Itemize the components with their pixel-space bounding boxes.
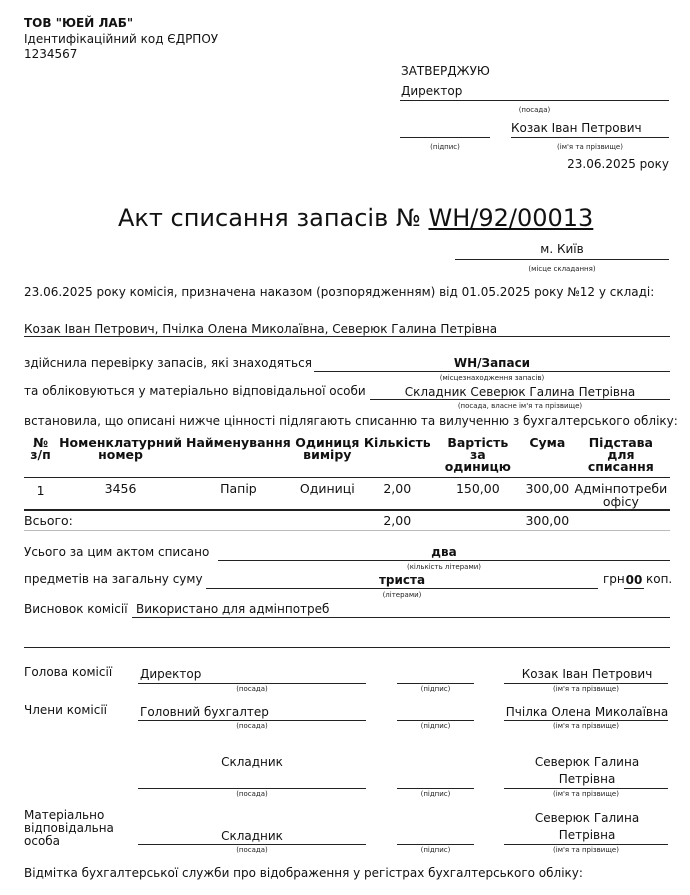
chair-name-line <box>504 683 668 684</box>
check-location: WH/Запаси <box>453 356 531 370</box>
member1-name-caption: (ім'я та прізвище) <box>553 722 619 730</box>
currency-label: грн <box>603 572 625 586</box>
chair-position: Директор <box>140 667 202 681</box>
conclusion-line-2 <box>24 647 670 648</box>
table-header-row <box>24 437 670 477</box>
items-table <box>24 437 670 531</box>
total-label: Всього: <box>24 512 73 528</box>
member2-position-line <box>138 788 366 789</box>
approval-name-caption: (ім'я та прізвище) <box>557 143 623 151</box>
member2-position: Складник <box>221 755 283 769</box>
company-code-label: Ідентифікаційний код ЄДРПОУ <box>24 32 219 46</box>
header-name: Найменування <box>186 435 291 450</box>
sum-caption: (літерами) <box>382 591 422 599</box>
approval-heading: ЗАТВЕРДЖУЮ <box>401 64 490 78</box>
mvo-name-line2: Петрівна <box>558 828 616 842</box>
chair-signature-caption: (підпис) <box>420 685 451 693</box>
company-code: 1234567 <box>24 47 78 61</box>
company-name: ТОВ "ЮЕЙ ЛАБ" <box>24 16 134 30</box>
member2-name-line <box>504 788 668 789</box>
header-qty: Кількість <box>363 435 431 450</box>
row-name: Папір <box>220 480 257 496</box>
kop-line <box>624 588 644 589</box>
commission-members-line <box>24 336 670 337</box>
mvo-label-line1: Матеріально <box>24 808 105 822</box>
mvo-position: Складник <box>221 829 283 843</box>
sum-line <box>206 588 598 589</box>
header-reason: Підстава для списання <box>587 435 654 474</box>
responsible-label: та обліковуються у матеріально відповідальної особи <box>24 384 366 398</box>
chair-position-line <box>138 683 366 684</box>
chair-position-caption: (посада) <box>236 685 268 693</box>
mvo-name-line1: Северюк Галина <box>534 811 640 825</box>
document-title <box>118 204 593 232</box>
mvo-label <box>24 809 114 848</box>
kop-value: 00 <box>625 573 643 587</box>
place-line <box>455 259 669 260</box>
chair-name: Козак Іван Петрович <box>521 667 653 681</box>
sum-label: предметів на загальну суму <box>24 572 203 586</box>
title-prefix: Акт списання запасів № <box>118 204 421 232</box>
member2-name-line1: Северюк Галина <box>534 755 640 769</box>
row-qty: 2,00 <box>383 480 412 496</box>
conclusion-value: Використано для адмінпотреб <box>136 602 330 616</box>
approval-position-line <box>400 100 669 101</box>
mvo-label-line3: особа <box>24 834 61 848</box>
check-label: здійснила перевірку запасів, які знаходяться <box>24 356 312 370</box>
conclusion-line <box>132 617 670 618</box>
row-sum: 300,00 <box>525 480 570 496</box>
total-qty: 2,00 <box>383 512 412 528</box>
member2-signature-line <box>397 788 474 789</box>
place-city: м. Київ <box>540 242 584 256</box>
member2-name-line2: Петрівна <box>558 772 616 786</box>
approval-name: Козак Іван Петрович <box>511 121 642 135</box>
responsible-value: Складник Северюк Галина Петрівна <box>404 385 636 399</box>
conclusion-label: Висновок комісії <box>24 602 128 616</box>
approval-signature-caption: (підпис) <box>430 143 460 151</box>
row-nomenclature: 3456 <box>104 480 137 496</box>
member1-signature-line <box>397 720 474 721</box>
header-unit: Одиниця виміру <box>295 435 360 462</box>
row-price: 150,00 <box>455 480 500 496</box>
header-num: № з/п <box>30 435 51 462</box>
member1-position-caption: (посада) <box>236 722 268 730</box>
approval-signature-line <box>400 137 490 138</box>
mvo-label-line2: відповідальна <box>24 821 114 835</box>
established-text: встановила, що описані нижче цінності підлягають списанню та вилученню з бухгалтерського обліку: <box>24 414 678 428</box>
header-sum: Сума <box>529 435 566 450</box>
header-price: Вартість за одиницю <box>444 435 511 474</box>
header-nomenclature: Номенклатурний номер <box>59 435 183 462</box>
mvo-position-line <box>138 844 366 845</box>
member1-name-line <box>504 720 668 721</box>
mvo-signature-line <box>397 844 474 845</box>
total-sum: 300,00 <box>525 512 570 528</box>
row-num: 1 <box>36 482 45 498</box>
mvo-position-caption: (посада) <box>236 846 268 854</box>
member1-position: Головний бухгалтер <box>140 705 269 719</box>
member2-position-caption: (посада) <box>236 790 268 798</box>
chair-name-caption: (ім'я та прізвище) <box>553 685 619 693</box>
approval-position: Директор <box>401 84 463 98</box>
member2-name-caption: (ім'я та прізвище) <box>553 790 619 798</box>
row-reason: Адмінпотреби офісу <box>574 480 668 509</box>
chair-signature-line <box>397 683 474 684</box>
check-location-caption: (місцезнаходження запасів) <box>439 374 545 382</box>
count-value: два <box>431 545 457 559</box>
member1-name: Пчілка Олена Миколаївна <box>505 705 669 719</box>
place-caption: (місце складання) <box>528 265 596 273</box>
count-line <box>218 560 670 561</box>
sum-value: триста <box>378 573 426 587</box>
approval-date: 23.06.2025 року <box>567 157 669 171</box>
check-location-line <box>314 371 670 372</box>
mvo-name-line <box>504 844 668 845</box>
row-unit: Одиниці <box>299 480 355 496</box>
title-number: WH/92/00013 <box>428 204 594 232</box>
member2-signature-caption: (підпис) <box>420 790 451 798</box>
table-total-row <box>24 510 670 530</box>
chair-label: Голова комісії <box>24 665 113 679</box>
member1-position-line <box>138 720 366 721</box>
approval-position-caption: (посада) <box>518 106 551 114</box>
intro-text: 23.06.2025 року комісія, призначена наказом (розпорядженням) від 01.05.2025 року №12 у складі: <box>24 285 655 299</box>
commission-members: Козак Іван Петрович, Пчілка Олена Миколаївна, Северюк Галина Петрівна <box>24 322 498 336</box>
mvo-name-caption: (ім'я та прізвище) <box>553 846 619 854</box>
count-caption: (кількість літерами) <box>406 563 482 571</box>
responsible-caption: (посада, власне ім'я та прізвище) <box>457 402 583 410</box>
member1-signature-caption: (підпис) <box>420 722 451 730</box>
accounting-note: Відмітка бухгалтерської служби про відображення у регістрах бухгалтерського обліку: <box>24 866 583 880</box>
kop-label: коп. <box>646 572 673 586</box>
approval-name-line <box>511 137 669 138</box>
mvo-signature-caption: (підпис) <box>420 846 451 854</box>
responsible-line <box>370 399 670 400</box>
table-row <box>24 477 670 510</box>
members-label: Члени комісії <box>24 703 107 717</box>
count-label: Усього за цим актом списано <box>24 545 210 559</box>
